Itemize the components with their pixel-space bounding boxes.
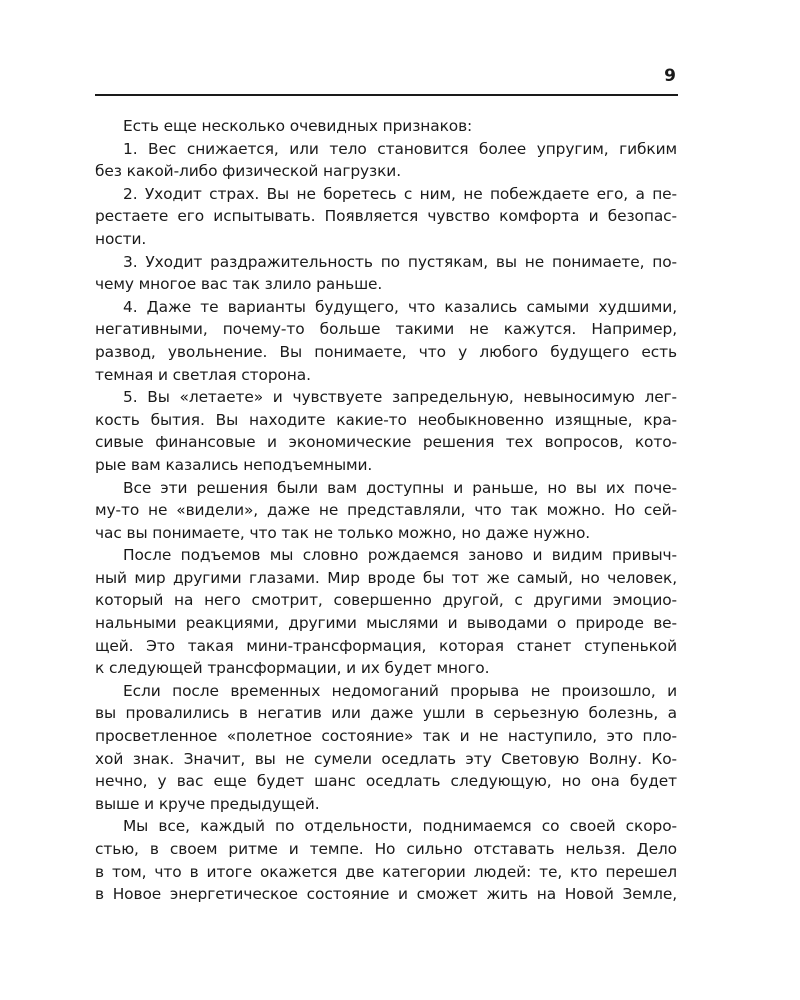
paragraph-line: в Новое энергетическое состояние и сможет жить на Новой Земле, xyxy=(95,885,677,904)
paragraph-line: просветленное «полетное состояние» так и не наступило, это пло- xyxy=(95,727,677,746)
paragraph-line: нечно, у вас еще будет шанс оседлать следующую, но она будет xyxy=(95,772,677,791)
paragraph-line: час вы понимаете, что так не только можно, но даже нужно. xyxy=(95,523,591,542)
paragraph-first-line: 4. Даже те варианты будущего, что казались самыми худшими, xyxy=(123,297,677,316)
paragraph-line: который на него смотрит, совершенно другой, с другими эмоцио- xyxy=(95,591,677,610)
header-rule xyxy=(95,94,678,96)
paragraph-line: кость бытия. Вы находите какие-то необыкновенно изящные, кра- xyxy=(95,410,677,429)
paragraph-first-line: Есть еще несколько очевидных признаков: xyxy=(123,117,473,135)
paragraph-line: в том, что в итоге окажется две категории людей: те, кто перешел xyxy=(95,862,677,881)
paragraph-line: хой знак. Значит, вы не сумели оседлать эту Световую Волну. Ко- xyxy=(95,749,677,768)
paragraph-line: темная и светлая сторона. xyxy=(95,365,311,384)
paragraph-line: к следующей трансформации, и их будет много. xyxy=(95,659,490,678)
paragraph-first-line: Если после временных недомоганий прорыва не произошло, и xyxy=(123,681,677,700)
paragraph-first-line: После подъемов мы словно рождаемся заново и видим привыч- xyxy=(123,546,677,565)
paragraph-line: ный мир другими глазами. Мир вроде бы тот же самый, но человек, xyxy=(95,568,677,587)
paragraph-line: вы провалились в негатив или даже ушли в серьезную болезнь, а xyxy=(95,704,677,723)
paragraph-line: стью, в своем ритме и темпе. Но сильно отставать нельзя. Дело xyxy=(95,840,677,858)
paragraph-line: щей. Это такая мини-трансформация, которая станет ступенькой xyxy=(95,636,677,655)
paragraph-first-line: 5. Вы «летаете» и чувствуете запредельную, невыносимую лег- xyxy=(123,388,677,407)
paragraph-line: негативными, почему-то больше такими не кажутся. Например, xyxy=(95,320,677,339)
paragraph-line: чему многое вас так злило раньше. xyxy=(95,275,383,294)
paragraph-first-line: 2. Уходит страх. Вы не боретесь с ним, не побеждаете его, а пе- xyxy=(123,184,677,203)
paragraph-line: рые вам казались неподъемными. xyxy=(95,455,373,474)
page-number: 9 xyxy=(664,66,676,86)
paragraph-first-line: Все эти решения были вам доступны и раньше, но вы их поче- xyxy=(123,478,677,497)
paragraph-first-line: 1. Вес снижается, или тело становится более упругим, гибким xyxy=(123,139,677,158)
paragraph-line: ности. xyxy=(95,229,147,248)
paragraph-first-line: 3. Уходит раздражительность по пустякам, вы не понимаете, по- xyxy=(123,252,677,271)
paragraph-line: сивые финансовые и экономические решения тех вопросов, кото- xyxy=(95,433,677,452)
paragraph-line: нальными реакциями, другими мыслями и выводами о природе ве- xyxy=(95,614,677,633)
paragraph-line: рестаете его испытывать. Появляется чувство комфорта и безопас- xyxy=(95,207,677,226)
body-text xyxy=(95,115,677,906)
paragraph-line: развод, увольнение. Вы понимаете, что у любого будущего есть xyxy=(95,342,677,361)
paragraph-line: выше и круче предыдущей. xyxy=(95,794,320,813)
paragraph-line: му-то не «видели», даже не представляли, что так можно. Но сей- xyxy=(95,501,677,520)
paragraph-first-line: Мы все, каждый по отдельности, поднимаемся со своей скоро- xyxy=(123,817,677,836)
paragraph-line: без какой-либо физической нагрузки. xyxy=(95,162,401,181)
